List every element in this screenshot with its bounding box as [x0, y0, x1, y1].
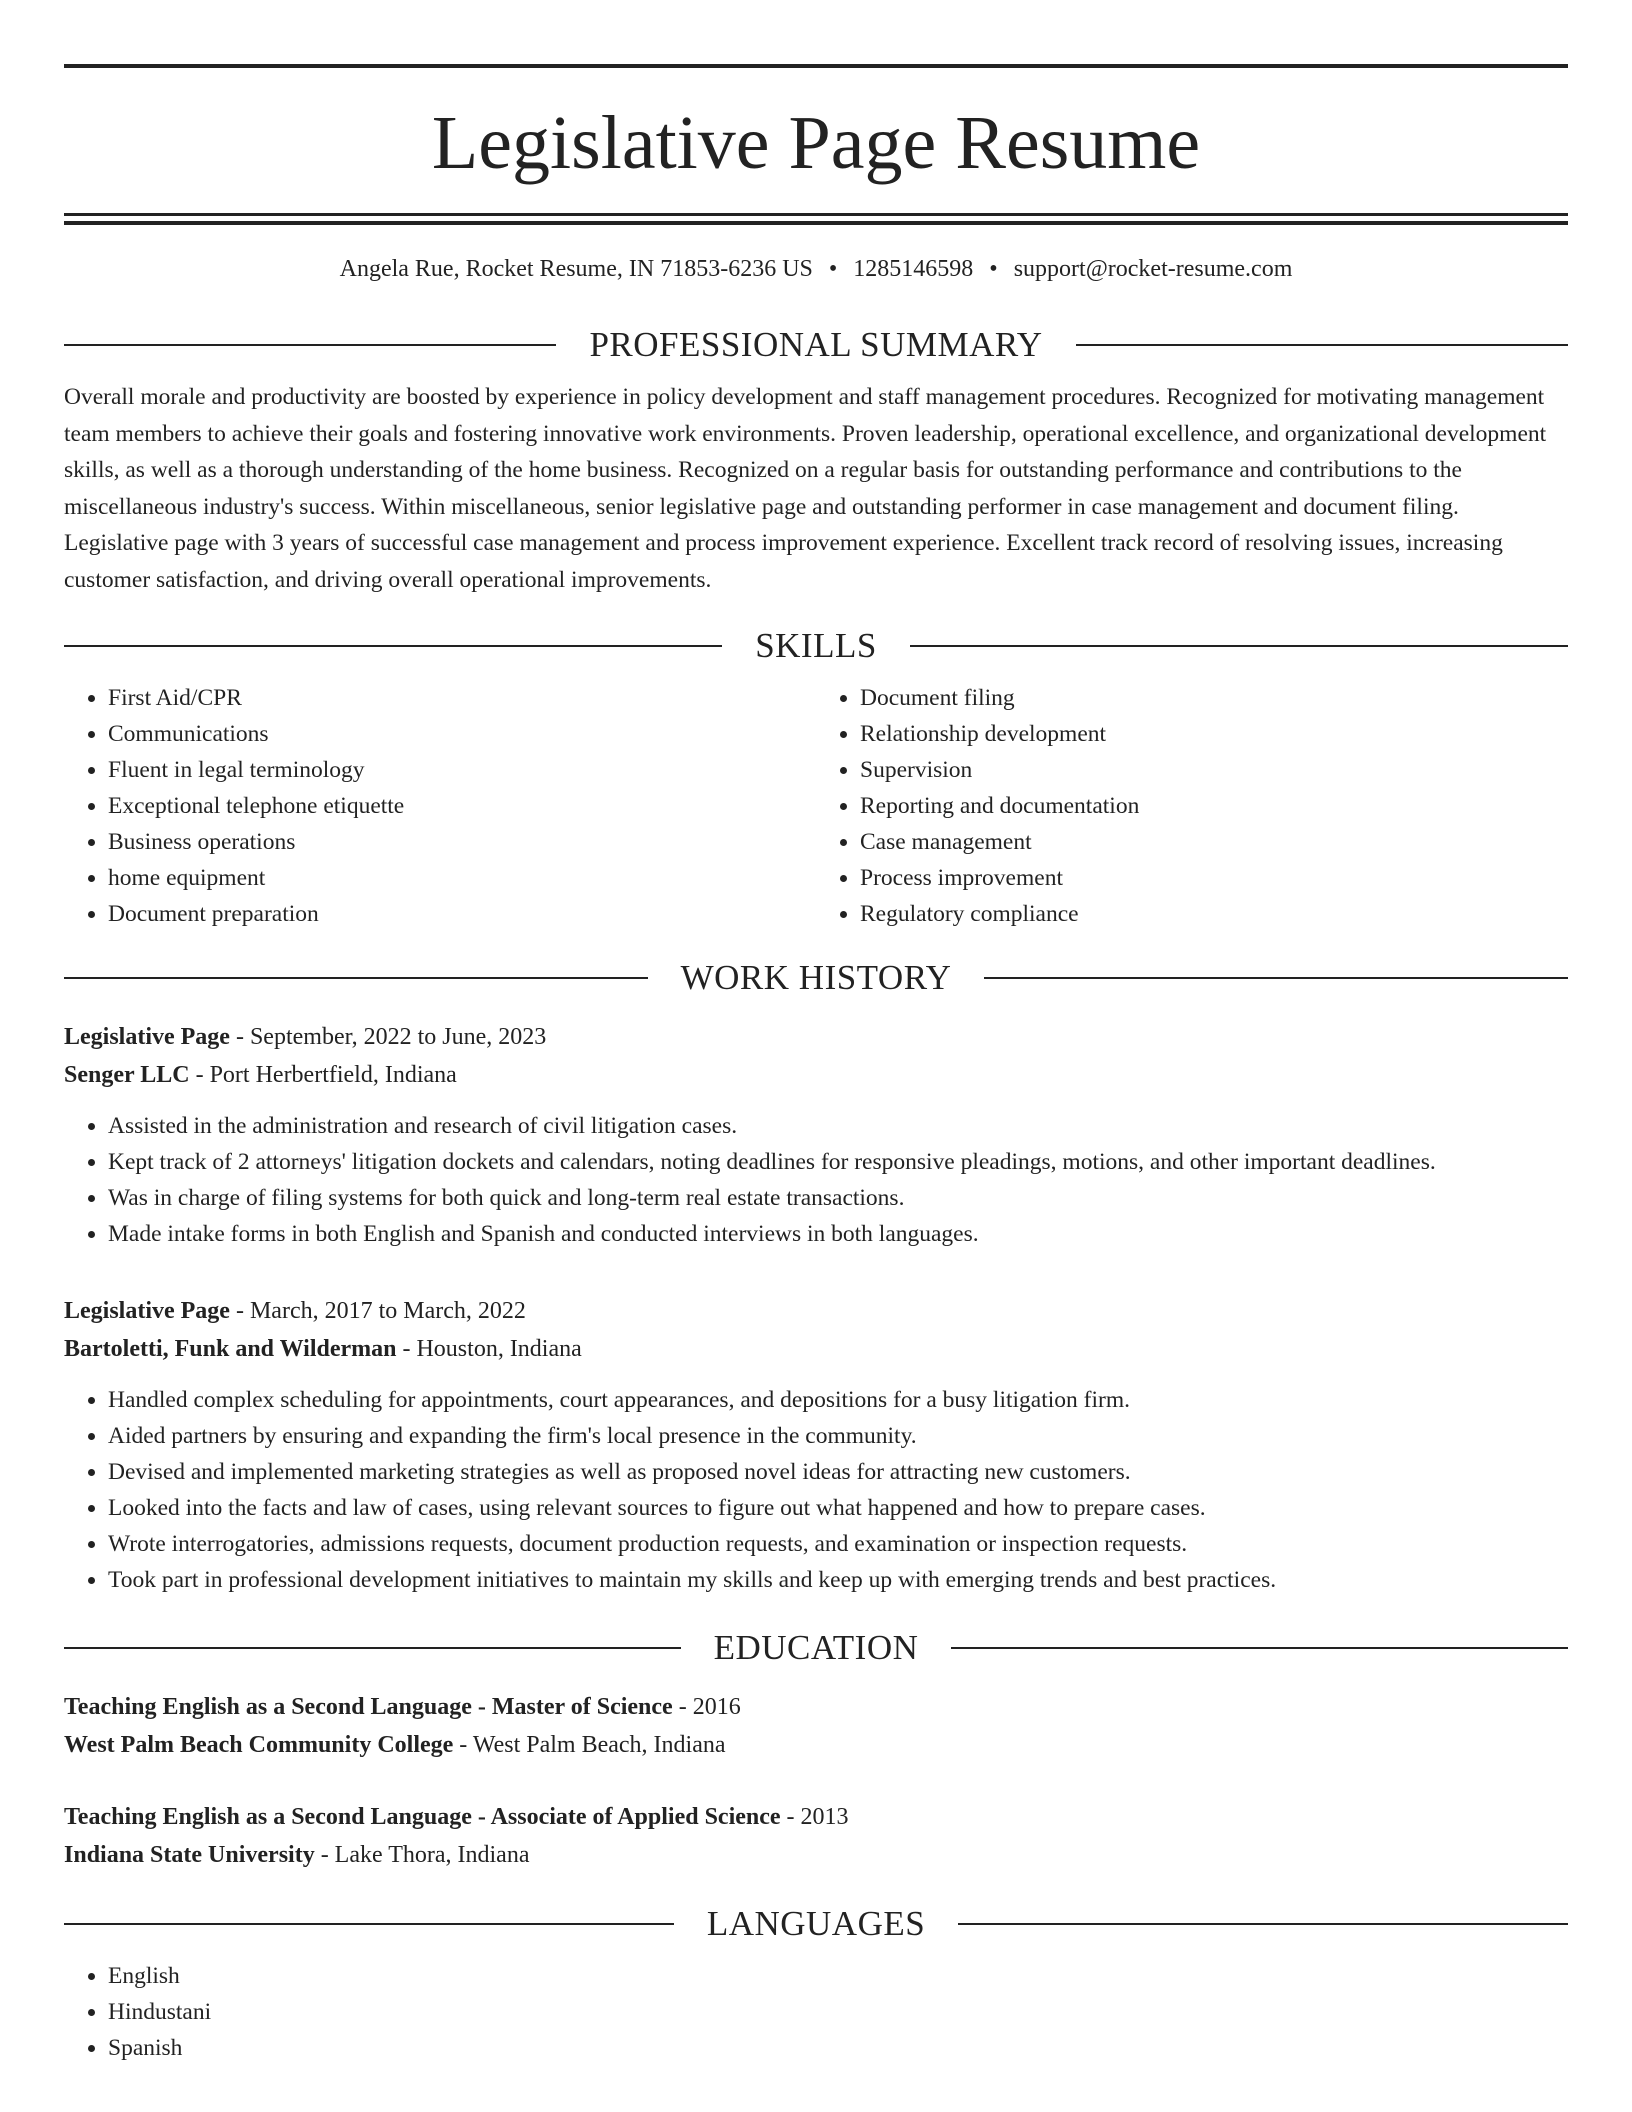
education-school: West Palm Beach Community College: [64, 1732, 454, 1758]
job-bullet: • Assisted in the administration and research of civil litigation cases.: [108, 1108, 1568, 1144]
job-bullet: • Made intake forms in both English and Spanish and conducted interviews in both languages.: [108, 1216, 1568, 1252]
education-school: Indiana State University: [64, 1842, 315, 1868]
skill-item: • Document preparation: [108, 896, 816, 932]
job-bullet: • Kept track of 2 attorneys' litigation dockets and calendars, noting deadlines for responsive pleadings, motions, and other important deadlines.: [108, 1144, 1568, 1180]
skill-item: • Case management: [860, 824, 1568, 860]
education-entry: [64, 1798, 1568, 1874]
skill-item: • Supervision: [860, 752, 1568, 788]
job-bullet: • Devised and implemented marketing strategies as well as proposed novel ideas for attracting new customers.: [108, 1454, 1568, 1490]
education-degree: Teaching English as a Second Language - Master of Science: [64, 1694, 673, 1720]
work-section-header: [64, 956, 1568, 1000]
job-bullet: • Looked into the facts and law of cases, using relevant sources to figure out what happened and how to prepare cases.: [108, 1490, 1568, 1526]
skills-column-left: [64, 680, 816, 932]
job-title-line: [64, 1292, 1568, 1330]
job-entry: [64, 1292, 1568, 1598]
education-year: - 2016: [672, 1694, 741, 1720]
skill-item: • Document filing: [860, 680, 1568, 716]
language-item: • English: [108, 1958, 1568, 1994]
divider-line: [64, 1923, 674, 1925]
education-entry: [64, 1688, 1568, 1764]
contact-separator: •: [989, 256, 998, 282]
language-item: • Spanish: [108, 2030, 1568, 2066]
job-title-line: [64, 1018, 1568, 1056]
resume-page: [64, 64, 1568, 2066]
skill-item: • Exceptional telephone etiquette: [108, 788, 816, 824]
job-title: Legislative Page: [64, 1298, 230, 1324]
education-school-line: [64, 1726, 1568, 1764]
education-section-header: [64, 1626, 1568, 1670]
skill-item: • First Aid/CPR: [108, 680, 816, 716]
languages-section-header: [64, 1902, 1568, 1946]
divider-line: [1076, 344, 1568, 346]
divider-line: [958, 1923, 1568, 1925]
resume-title: Legislative Page Resume: [431, 101, 1201, 185]
skills-section-title: SKILLS: [755, 626, 877, 665]
job-bullet: • Wrote interrogatories, admissions requests, document production requests, and examination or inspection requests.: [108, 1526, 1568, 1562]
job-bullets: [64, 1108, 1568, 1252]
skills-column-right: [816, 680, 1568, 932]
job-title: Legislative Page: [64, 1024, 230, 1050]
skill-item: • Communications: [108, 716, 816, 752]
education-degree-line: [64, 1688, 1568, 1726]
divider-line: [64, 645, 722, 647]
education-degree: Teaching English as a Second Language - Associate of Applied Science: [64, 1804, 781, 1830]
job-company-line: [64, 1330, 1568, 1368]
job-company-line: [64, 1056, 1568, 1094]
language-item: • Hindustani: [108, 1994, 1568, 2030]
education-location: - Lake Thora, Indiana: [314, 1842, 530, 1868]
skills-list: [64, 680, 1568, 932]
divider-line: [64, 344, 556, 346]
summary-section-header: [64, 323, 1568, 367]
contact-address: Angela Rue, Rocket Resume, IN 71853-6236 US: [339, 256, 813, 282]
job-bullet: • Handled complex scheduling for appointments, court appearances, and depositions for a busy litigation firm.: [108, 1382, 1568, 1418]
job-dates: - September, 2022 to June, 2023: [229, 1024, 547, 1050]
title-double-rule: [64, 213, 1568, 225]
education-school-line: [64, 1836, 1568, 1874]
skill-item: • Fluent in legal terminology: [108, 752, 816, 788]
education-section-title: EDUCATION: [713, 1628, 919, 1667]
job-bullet: • Took part in professional development initiatives to maintain my skills and keep up with emerging trends and best practices.: [108, 1562, 1568, 1598]
contact-line: [64, 255, 1568, 283]
job-location: - Port Herbertfield, Indiana: [189, 1062, 457, 1088]
job-bullet: • Aided partners by ensuring and expanding the firm's local presence in the community.: [108, 1418, 1568, 1454]
summary-section-title: PROFESSIONAL SUMMARY: [589, 325, 1043, 364]
work-section-title: WORK HISTORY: [680, 958, 952, 997]
job-bullets: [64, 1382, 1568, 1598]
skill-item: • Regulatory compliance: [860, 896, 1568, 932]
job-bullet: • Was in charge of filing systems for both quick and long-term real estate transactions.: [108, 1180, 1568, 1216]
job-entry: [64, 1018, 1568, 1252]
skill-item: • Reporting and documentation: [860, 788, 1568, 824]
divider-line: [984, 977, 1568, 979]
job-company: Senger LLC: [64, 1062, 190, 1088]
contact-email[interactable]: support@rocket-resume.com: [1013, 256, 1293, 282]
top-rule: [64, 64, 1568, 68]
job-dates: - March, 2017 to March, 2022: [229, 1298, 526, 1324]
education-location: - West Palm Beach, Indiana: [453, 1732, 726, 1758]
job-location: - Houston, Indiana: [396, 1336, 582, 1362]
education-year: - 2013: [780, 1804, 849, 1830]
summary-text: Overall morale and productivity are boosted by experience in policy development and staff management procedures. Recognized for motivating management team members to achieve their goals and fostering innovative work environments. Proven leadership, operational excellence, and organizational development skills, as well as a thorough understanding of the home business. Recognized on a regular basis for outstanding performance and contributions to the miscellaneous industry's success. Within miscellaneous, senior legislative page and outstanding performer in case management and document filing. Legislative page with 3 years of successful case management and process improvement experience. Excellent track record of resolving issues, increasing customer satisfaction, and driving overall operational improvements.: [64, 384, 1547, 593]
skill-item: • Relationship development: [860, 716, 1568, 752]
divider-line: [951, 1647, 1568, 1649]
divider-line: [64, 977, 648, 979]
skill-item: • Process improvement: [860, 860, 1568, 896]
divider-line: [64, 1647, 681, 1649]
divider-line: [910, 645, 1568, 647]
languages-section-title: LANGUAGES: [706, 1904, 926, 1943]
skill-item: • home equipment: [108, 860, 816, 896]
contact-phone: 1285146598: [853, 256, 974, 282]
contact-separator: •: [828, 256, 838, 282]
skill-item: • Business operations: [108, 824, 816, 860]
languages-items: [64, 1958, 1568, 2066]
skills-section-header: [64, 624, 1568, 668]
languages-list: [64, 1958, 1568, 2066]
education-degree-line: [64, 1798, 1568, 1836]
job-company: Bartoletti, Funk and Wilderman: [64, 1336, 397, 1362]
